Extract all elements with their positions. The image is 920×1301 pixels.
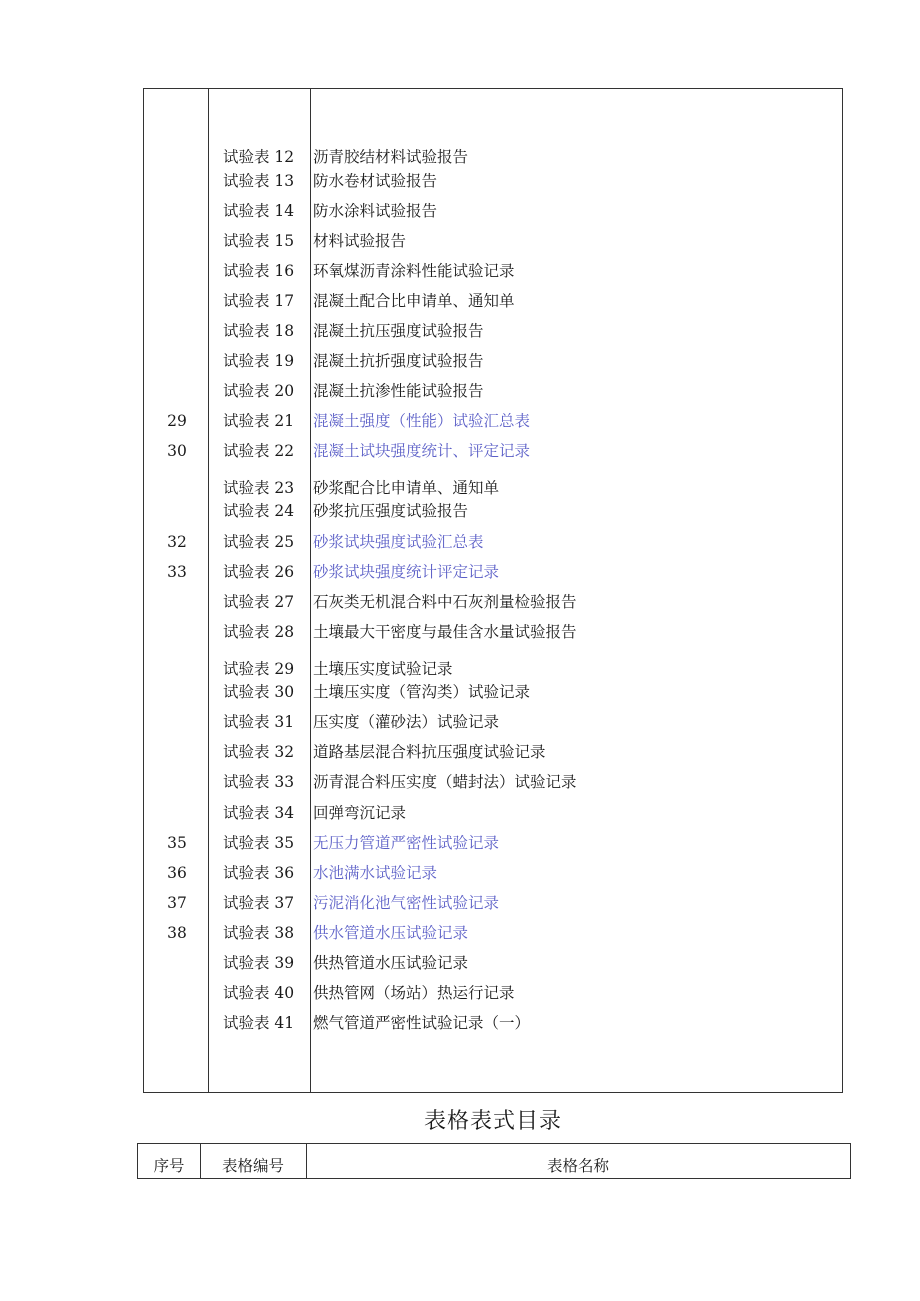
form-name: 土壤压实度试验记录 xyxy=(313,660,453,678)
index-table-header xyxy=(137,1143,851,1179)
form-code: 试验表 24 xyxy=(223,502,295,520)
row-number: 29 xyxy=(167,412,187,430)
form-name: 材料试验报告 xyxy=(313,232,407,250)
form-code: 试验表 32 xyxy=(223,743,295,761)
form-code: 试验表 17 xyxy=(223,292,295,310)
form-name: 混凝土配合比申请单、通知单 xyxy=(313,292,515,310)
row-number: 36 xyxy=(167,864,187,882)
header-cell-name: 表格名称 xyxy=(546,1157,609,1175)
form-name: 回弹弯沉记录 xyxy=(313,804,407,822)
table-caption: 表格表式目录 xyxy=(423,1109,562,1134)
form-name: 沥青混合料压实度（蜡封法）试验记录 xyxy=(313,773,577,791)
form-name-link[interactable]: 混凝土试块强度统计、评定记录 xyxy=(313,442,531,460)
table-row xyxy=(144,200,842,222)
form-name-link[interactable]: 无压力管道严密性试验记录 xyxy=(313,834,500,852)
form-code: 试验表 19 xyxy=(223,352,295,370)
form-code: 试验表 14 xyxy=(223,202,295,220)
form-code: 试验表 13 xyxy=(223,172,295,190)
form-name: 土壤压实度（管沟类）试验记录 xyxy=(313,683,531,701)
form-code: 试验表 40 xyxy=(223,984,295,1002)
form-name: 防水涂料试验报告 xyxy=(313,202,438,220)
form-code: 试验表 23 xyxy=(223,479,295,497)
form-code: 试验表 33 xyxy=(223,773,295,791)
table-row xyxy=(144,952,842,974)
table-row xyxy=(144,290,842,312)
table-row xyxy=(144,681,842,703)
form-name: 混凝土抗折强度试验报告 xyxy=(313,352,484,370)
table-row xyxy=(144,741,842,763)
form-code: 试验表 25 xyxy=(223,533,295,551)
form-code: 试验表 31 xyxy=(223,713,295,731)
form-code: 试验表 39 xyxy=(223,954,295,972)
table-row xyxy=(144,350,842,372)
form-name: 供热管道水压试验记录 xyxy=(313,954,469,972)
table-row xyxy=(144,380,842,402)
form-code: 试验表 34 xyxy=(223,804,295,822)
form-code: 试验表 36 xyxy=(223,864,295,882)
form-name: 砂浆配合比申请单、通知单 xyxy=(313,479,500,497)
form-name: 混凝土抗渗性能试验报告 xyxy=(313,382,484,400)
form-code: 试验表 35 xyxy=(223,834,295,852)
row-number: 35 xyxy=(167,834,187,852)
form-name: 防水卷材试验报告 xyxy=(313,172,438,190)
form-code: 试验表 20 xyxy=(223,382,295,400)
form-code: 试验表 28 xyxy=(223,623,295,641)
table-row xyxy=(144,320,842,342)
table-row xyxy=(144,170,842,192)
table-row xyxy=(144,500,842,522)
form-code: 试验表 22 xyxy=(223,442,295,460)
table-row xyxy=(144,531,842,553)
form-name: 土壤最大干密度与最佳含水量试验报告 xyxy=(313,623,577,641)
table-row xyxy=(144,621,842,643)
form-name-link[interactable]: 砂浆试块强度统计评定记录 xyxy=(313,563,500,581)
table-row xyxy=(144,802,842,824)
row-number: 37 xyxy=(167,894,187,912)
form-code: 试验表 15 xyxy=(223,232,295,250)
form-code: 试验表 26 xyxy=(223,563,295,581)
form-name-link[interactable]: 污泥消化池气密性试验记录 xyxy=(313,894,500,912)
form-code: 试验表 12 xyxy=(223,148,295,166)
row-number: 33 xyxy=(167,563,187,581)
form-code: 试验表 21 xyxy=(223,412,295,430)
table-row xyxy=(144,862,842,884)
row-number: 32 xyxy=(167,533,187,551)
index-table-continued xyxy=(143,88,843,1093)
table-row xyxy=(144,477,842,499)
table-row xyxy=(144,711,842,733)
form-name: 砂浆抗压强度试验报告 xyxy=(313,502,469,520)
table-row xyxy=(144,892,842,914)
header-cell-code: 表格编号 xyxy=(221,1157,284,1175)
table-row xyxy=(144,1012,842,1034)
form-code: 试验表 27 xyxy=(223,593,295,611)
form-name-link[interactable]: 水池满水试验记录 xyxy=(313,864,438,882)
table-row xyxy=(144,440,842,462)
form-code: 试验表 29 xyxy=(223,660,295,678)
header-cell-number: 序号 xyxy=(153,1157,185,1175)
table-row xyxy=(144,410,842,432)
table-row xyxy=(144,230,842,252)
table-row xyxy=(144,146,842,168)
form-name: 供热管网（场站）热运行记录 xyxy=(313,984,515,1002)
form-name: 混凝土抗压强度试验报告 xyxy=(313,322,484,340)
row-number: 38 xyxy=(167,924,187,942)
table-row xyxy=(144,591,842,613)
form-name: 沥青胶结材料试验报告 xyxy=(313,148,469,166)
form-name-link[interactable]: 供水管道水压试验记录 xyxy=(313,924,469,942)
form-code: 试验表 18 xyxy=(223,322,295,340)
table-row xyxy=(144,658,842,680)
form-code: 试验表 38 xyxy=(223,924,295,942)
form-code: 试验表 41 xyxy=(223,1014,295,1032)
form-name: 环氧煤沥青涂料性能试验记录 xyxy=(313,262,515,280)
table-row xyxy=(144,771,842,793)
row-number: 30 xyxy=(167,442,187,460)
form-code: 试验表 30 xyxy=(223,683,295,701)
form-name: 石灰类无机混合料中石灰剂量检验报告 xyxy=(313,593,577,611)
table-row xyxy=(144,260,842,282)
form-name: 道路基层混合料抗压强度试验记录 xyxy=(313,743,546,761)
table-row xyxy=(144,561,842,583)
table-row xyxy=(144,922,842,944)
form-name: 燃气管道严密性试验记录（一） xyxy=(313,1014,531,1032)
form-name-link[interactable]: 砂浆试块强度试验汇总表 xyxy=(313,533,484,551)
table-row xyxy=(144,982,842,1004)
form-name-link[interactable]: 混凝土强度（性能）试验汇总表 xyxy=(313,412,531,430)
form-name: 压实度（灌砂法）试验记录 xyxy=(313,713,500,731)
table-row xyxy=(144,832,842,854)
form-code: 试验表 16 xyxy=(223,262,295,280)
form-code: 试验表 37 xyxy=(223,894,295,912)
